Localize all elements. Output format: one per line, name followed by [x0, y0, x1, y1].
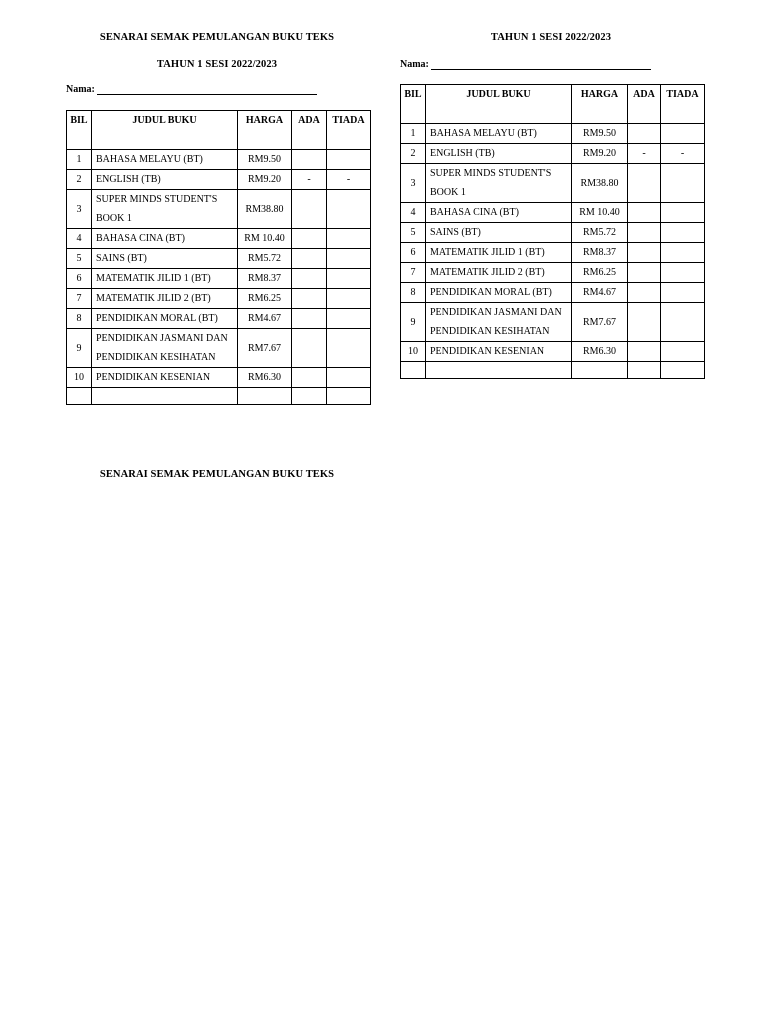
- row-number: 4: [401, 203, 426, 223]
- book-title: BAHASA CINA (BT): [92, 229, 238, 249]
- book-price: RM5.72: [238, 249, 292, 269]
- row-number: 8: [67, 309, 92, 329]
- row-number: 10: [67, 368, 92, 388]
- column-header-judul: JUDUL BUKU: [426, 85, 572, 124]
- column-header-ada: ADA: [628, 85, 661, 124]
- table-row: [67, 329, 371, 368]
- table-row: [401, 223, 705, 243]
- ada-cell[interactable]: [628, 124, 661, 144]
- book-title: BAHASA MELAYU (BT): [92, 150, 238, 170]
- table-row: [67, 229, 371, 249]
- row-number: 8: [401, 283, 426, 303]
- tiada-cell[interactable]: [661, 283, 705, 303]
- ada-cell[interactable]: -: [628, 144, 661, 164]
- book-title: MATEMATIK JILID 2 (BT): [92, 289, 238, 309]
- form-session: TAHUN 1 SESI 2022/2023: [490, 32, 612, 43]
- table-row: [401, 342, 705, 362]
- book-price: RM6.25: [238, 289, 292, 309]
- ada-cell[interactable]: [628, 303, 661, 342]
- table-row: [401, 203, 705, 223]
- book-price: RM6.30: [572, 342, 628, 362]
- ada-cell[interactable]: [292, 368, 327, 388]
- book-price: RM8.37: [238, 269, 292, 289]
- row-number: 9: [67, 329, 92, 368]
- empty-cell[interactable]: [572, 362, 628, 379]
- table-row: [401, 144, 705, 164]
- empty-cell[interactable]: [661, 362, 705, 379]
- row-number: 5: [67, 249, 92, 269]
- tiada-cell[interactable]: [661, 223, 705, 243]
- ada-cell[interactable]: [628, 243, 661, 263]
- empty-cell[interactable]: [92, 388, 238, 405]
- row-number: 1: [401, 124, 426, 144]
- row-number: 3: [67, 190, 92, 229]
- table-row: [67, 269, 371, 289]
- table-row: [67, 368, 371, 388]
- book-title: PENDIDIKAN JASMANI DAN PENDIDIKAN KESIHATAN: [426, 303, 572, 342]
- table-row: [401, 243, 705, 263]
- row-number: 5: [401, 223, 426, 243]
- row-number: 9: [401, 303, 426, 342]
- tiada-cell[interactable]: [661, 243, 705, 263]
- row-number: 3: [401, 164, 426, 203]
- name-field[interactable]: [66, 84, 317, 95]
- row-number: 7: [401, 263, 426, 283]
- tiada-cell[interactable]: [327, 269, 371, 289]
- book-price: RM7.67: [572, 303, 628, 342]
- table-row: [401, 303, 705, 342]
- book-price: RM9.20: [238, 170, 292, 190]
- table-header-row: [67, 111, 371, 150]
- table-row: [401, 124, 705, 144]
- tiada-cell[interactable]: [661, 263, 705, 283]
- book-title: PENDIDIKAN KESENIAN: [92, 368, 238, 388]
- ada-cell[interactable]: [292, 289, 327, 309]
- empty-cell[interactable]: [292, 388, 327, 405]
- book-title: PENDIDIKAN MORAL (BT): [426, 283, 572, 303]
- book-price: RM7.67: [238, 329, 292, 368]
- ada-cell[interactable]: [628, 164, 661, 203]
- table-header-row: [401, 85, 705, 124]
- row-number: 6: [67, 269, 92, 289]
- column-header-bil: BIL: [67, 111, 92, 150]
- book-title: SUPER MINDS STUDENT'S BOOK 1: [426, 164, 572, 203]
- book-price: RM 10.40: [238, 229, 292, 249]
- book-price: RM9.20: [572, 144, 628, 164]
- name-field[interactable]: [400, 59, 651, 70]
- table-row: [401, 283, 705, 303]
- book-title: SAINS (BT): [92, 249, 238, 269]
- form-title: SENARAI SEMAK PEMULANGAN BUKU TEKS: [99, 469, 335, 480]
- book-price: RM4.67: [238, 309, 292, 329]
- table-row: [67, 309, 371, 329]
- book-title: ENGLISH (TB): [426, 144, 572, 164]
- table-row: [67, 170, 371, 190]
- book-price: RM4.67: [572, 283, 628, 303]
- book-title: PENDIDIKAN KESENIAN: [426, 342, 572, 362]
- empty-cell[interactable]: [628, 362, 661, 379]
- tiada-cell[interactable]: [661, 342, 705, 362]
- ada-cell[interactable]: [292, 269, 327, 289]
- tiada-cell[interactable]: [327, 150, 371, 170]
- ada-cell[interactable]: [292, 190, 327, 229]
- book-title: PENDIDIKAN MORAL (BT): [92, 309, 238, 329]
- column-header-harga: HARGA: [572, 85, 628, 124]
- ada-cell[interactable]: [628, 203, 661, 223]
- empty-cell[interactable]: [401, 362, 426, 379]
- book-title: SAINS (BT): [426, 223, 572, 243]
- book-title: PENDIDIKAN JASMANI DAN PENDIDIKAN KESIHATAN: [92, 329, 238, 368]
- table-row: [67, 190, 371, 229]
- book-title: MATEMATIK JILID 1 (BT): [92, 269, 238, 289]
- empty-cell[interactable]: [67, 388, 92, 405]
- book-price: RM38.80: [572, 164, 628, 203]
- book-title: MATEMATIK JILID 1 (BT): [426, 243, 572, 263]
- book-title: ENGLISH (TB): [92, 170, 238, 190]
- empty-cell[interactable]: [327, 388, 371, 405]
- row-number: 2: [401, 144, 426, 164]
- book-checklist-table: [66, 110, 371, 405]
- book-title: SUPER MINDS STUDENT'S BOOK 1: [92, 190, 238, 229]
- table-row: [67, 289, 371, 309]
- name-label: Nama:: [400, 59, 429, 70]
- name-label: Nama:: [66, 84, 95, 95]
- empty-cell[interactable]: [426, 362, 572, 379]
- name-line[interactable]: [431, 59, 651, 70]
- column-header-tiada: TIADA: [327, 111, 371, 150]
- book-price: RM 10.40: [572, 203, 628, 223]
- tiada-cell[interactable]: [327, 229, 371, 249]
- column-header-harga: HARGA: [238, 111, 292, 150]
- book-title: BAHASA MELAYU (BT): [426, 124, 572, 144]
- tiada-cell[interactable]: [327, 190, 371, 229]
- table-row-empty: [401, 362, 705, 379]
- table-row-empty: [67, 388, 371, 405]
- book-price: RM9.50: [238, 150, 292, 170]
- book-price: RM38.80: [238, 190, 292, 229]
- ada-cell[interactable]: [292, 150, 327, 170]
- ada-cell[interactable]: [628, 263, 661, 283]
- book-price: RM6.30: [238, 368, 292, 388]
- ada-cell[interactable]: [628, 223, 661, 243]
- ada-cell[interactable]: -: [292, 170, 327, 190]
- row-number: 10: [401, 342, 426, 362]
- tiada-cell[interactable]: [661, 124, 705, 144]
- column-header-bil: BIL: [401, 85, 426, 124]
- tiada-cell[interactable]: -: [327, 170, 371, 190]
- ada-cell[interactable]: [292, 249, 327, 269]
- book-price: RM6.25: [572, 263, 628, 283]
- book-price: RM8.37: [572, 243, 628, 263]
- table-row: [67, 249, 371, 269]
- tiada-cell[interactable]: [661, 164, 705, 203]
- row-number: 2: [67, 170, 92, 190]
- form-title: SENARAI SEMAK PEMULANGAN BUKU TEKS: [99, 32, 335, 43]
- row-number: 7: [67, 289, 92, 309]
- table-row: [401, 164, 705, 203]
- tiada-cell[interactable]: [327, 249, 371, 269]
- book-title: MATEMATIK JILID 2 (BT): [426, 263, 572, 283]
- column-header-ada: ADA: [292, 111, 327, 150]
- tiada-cell[interactable]: [327, 368, 371, 388]
- ada-cell[interactable]: [628, 283, 661, 303]
- book-price: RM9.50: [572, 124, 628, 144]
- row-number: 6: [401, 243, 426, 263]
- row-number: 1: [67, 150, 92, 170]
- book-price: RM5.72: [572, 223, 628, 243]
- tiada-cell[interactable]: [327, 309, 371, 329]
- ada-cell[interactable]: [292, 309, 327, 329]
- tiada-cell[interactable]: [661, 203, 705, 223]
- tiada-cell[interactable]: -: [661, 144, 705, 164]
- table-row: [401, 263, 705, 283]
- column-header-judul: JUDUL BUKU: [92, 111, 238, 150]
- column-header-tiada: TIADA: [661, 85, 705, 124]
- ada-cell[interactable]: [628, 342, 661, 362]
- tiada-cell[interactable]: [327, 329, 371, 368]
- ada-cell[interactable]: [292, 229, 327, 249]
- form-session: TAHUN 1 SESI 2022/2023: [156, 59, 278, 70]
- tiada-cell[interactable]: [327, 289, 371, 309]
- empty-cell[interactable]: [238, 388, 292, 405]
- tiada-cell[interactable]: [661, 303, 705, 342]
- table-row: [67, 150, 371, 170]
- book-title: BAHASA CINA (BT): [426, 203, 572, 223]
- row-number: 4: [67, 229, 92, 249]
- name-line[interactable]: [97, 84, 317, 95]
- book-checklist-table: [400, 84, 705, 379]
- ada-cell[interactable]: [292, 329, 327, 368]
